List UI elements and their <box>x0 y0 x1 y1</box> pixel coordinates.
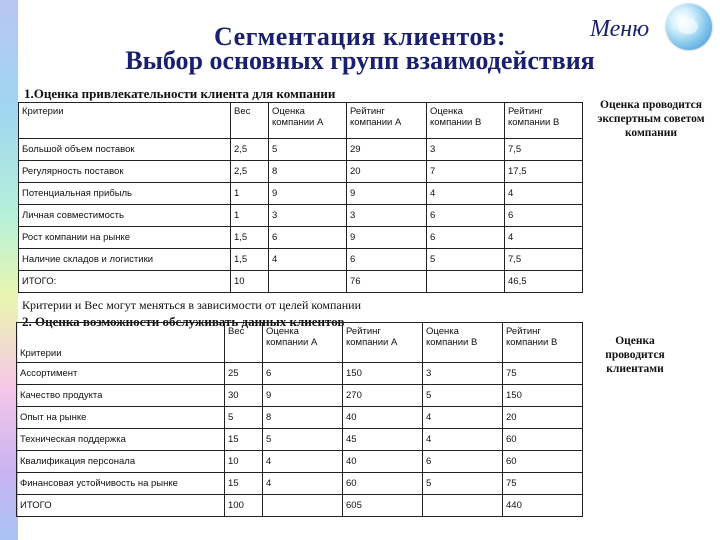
table-cell: 4 <box>423 407 503 429</box>
table-cell: 2,5 <box>231 139 269 161</box>
table-cell: Ассортимент <box>17 363 225 385</box>
table-cell: 75 <box>503 473 583 495</box>
table-row <box>17 473 583 495</box>
table-row-total <box>19 271 583 293</box>
table-cell: 2,5 <box>231 161 269 183</box>
table-cell: 4 <box>505 183 583 205</box>
table-cell: ИТОГО: <box>19 271 231 293</box>
table-cell: 46,5 <box>505 271 583 293</box>
table-cell: 4 <box>427 183 505 205</box>
table-cell: 5 <box>423 473 503 495</box>
column-header: Критерии <box>17 323 225 363</box>
column-header: Оценка компании В <box>427 103 505 139</box>
table-cell: 3 <box>423 363 503 385</box>
table-cell: 15 <box>225 473 263 495</box>
service-capability-table <box>16 322 583 517</box>
table-cell: 60 <box>343 473 423 495</box>
table-cell: 5 <box>423 385 503 407</box>
column-header: Вес <box>225 323 263 363</box>
table-row <box>19 205 583 227</box>
table-cell <box>263 495 343 517</box>
table-cell <box>269 271 347 293</box>
table-cell: 20 <box>347 161 427 183</box>
table-cell: Опыт на рынке <box>17 407 225 429</box>
table-cell: Техническая поддержка <box>17 429 225 451</box>
column-header: Оценка компании В <box>423 323 503 363</box>
table-cell: 4 <box>505 227 583 249</box>
table-cell: 150 <box>503 385 583 407</box>
table-cell: 605 <box>343 495 423 517</box>
table-cell: 6 <box>347 249 427 271</box>
table-cell: 6 <box>263 363 343 385</box>
table-cell: 5 <box>269 139 347 161</box>
table-cell: Наличие складов и логистики <box>19 249 231 271</box>
table-cell: 6 <box>427 227 505 249</box>
table-row <box>17 451 583 473</box>
column-header: Рейтинг компании В <box>503 323 583 363</box>
table-cell: 3 <box>347 205 427 227</box>
table-row <box>17 363 583 385</box>
table-cell: 4 <box>269 249 347 271</box>
table-cell: 9 <box>347 183 427 205</box>
table-cell: 6 <box>505 205 583 227</box>
table-header-row <box>17 323 583 363</box>
table-cell: 9 <box>347 227 427 249</box>
column-header: Рейтинг компании А <box>347 103 427 139</box>
section2-side-note: Оценка проводится клиентами <box>605 335 665 375</box>
table-cell: 6 <box>423 451 503 473</box>
table-row <box>19 183 583 205</box>
table-cell: 3 <box>269 205 347 227</box>
table-row <box>17 407 583 429</box>
page-title-line-2: Выбор основных групп взаимодействия <box>125 46 595 75</box>
table-cell: 5 <box>427 249 505 271</box>
column-header: Критерии <box>19 103 231 139</box>
section1-heading: 1.Оценка привлекательности клиента для компании <box>24 86 336 101</box>
table-row <box>19 161 583 183</box>
table-cell: 1,5 <box>231 227 269 249</box>
table-cell: 15 <box>225 429 263 451</box>
table-cell: 10 <box>225 451 263 473</box>
table-cell: 440 <box>503 495 583 517</box>
table-cell: 4 <box>263 473 343 495</box>
table-cell: Качество продукта <box>17 385 225 407</box>
table-cell: 25 <box>225 363 263 385</box>
attractiveness-table <box>18 102 583 293</box>
table-cell: 150 <box>343 363 423 385</box>
table-cell: 20 <box>503 407 583 429</box>
table-cell: 5 <box>263 429 343 451</box>
table-row-total <box>17 495 583 517</box>
table-row <box>17 385 583 407</box>
column-header: Оценка компании А <box>269 103 347 139</box>
table-cell: 60 <box>503 451 583 473</box>
table-cell: 9 <box>269 183 347 205</box>
table-cell: 1 <box>231 183 269 205</box>
section2-heading: 2. Оценка возможности обслуживать данных клиентов <box>22 314 345 329</box>
column-header: Рейтинг компании А <box>343 323 423 363</box>
table-cell: Финансовая устойчивость на рынке <box>17 473 225 495</box>
table-header-row <box>19 103 583 139</box>
table-cell: Большой объем поставок <box>19 139 231 161</box>
table-cell <box>427 271 505 293</box>
table-cell: 17,5 <box>505 161 583 183</box>
menu-link[interactable]: Меню <box>590 16 650 42</box>
table-cell: Квалификация персонала <box>17 451 225 473</box>
column-header: Рейтинг компании В <box>505 103 583 139</box>
table-cell: Регулярность поставок <box>19 161 231 183</box>
table-cell: 76 <box>347 271 427 293</box>
column-header: Вес <box>231 103 269 139</box>
table-row <box>19 139 583 161</box>
table-cell: 60 <box>503 429 583 451</box>
column-header: Оценка компании А <box>263 323 343 363</box>
table-cell: 7 <box>427 161 505 183</box>
page-title-line-1: Сегментация клиентов: <box>214 22 506 51</box>
table-row <box>17 429 583 451</box>
table-cell: 29 <box>347 139 427 161</box>
table-cell: ИТОГО <box>17 495 225 517</box>
table-row <box>19 249 583 271</box>
globe-icon[interactable] <box>666 4 712 50</box>
table-cell: 1,5 <box>231 249 269 271</box>
table-cell: 7,5 <box>505 139 583 161</box>
table-cell <box>423 495 503 517</box>
table-cell: 9 <box>263 385 343 407</box>
table-cell: 100 <box>225 495 263 517</box>
table-cell: 8 <box>269 161 347 183</box>
table-cell: 6 <box>269 227 347 249</box>
table-cell: 4 <box>423 429 503 451</box>
table-cell: 7,5 <box>505 249 583 271</box>
table-cell: 75 <box>503 363 583 385</box>
table-cell: 8 <box>263 407 343 429</box>
table-cell: Личная совместимость <box>19 205 231 227</box>
table-cell: Потенциальная прибыль <box>19 183 231 205</box>
table-cell: 40 <box>343 451 423 473</box>
table-cell: 6 <box>427 205 505 227</box>
table-cell: 45 <box>343 429 423 451</box>
table-cell: 1 <box>231 205 269 227</box>
table-cell: 40 <box>343 407 423 429</box>
table-row <box>19 227 583 249</box>
section1-side-note: Оценка проводится экспертным советом компании <box>597 99 705 139</box>
criteria-note: Критерии и Вес могут меняться в зависимости от целей компании <box>22 298 362 312</box>
table-cell: 10 <box>231 271 269 293</box>
table-cell: 270 <box>343 385 423 407</box>
table-cell: 4 <box>263 451 343 473</box>
table-cell: 3 <box>427 139 505 161</box>
table-cell: Рост компании на рынке <box>19 227 231 249</box>
table-cell: 30 <box>225 385 263 407</box>
table-cell: 5 <box>225 407 263 429</box>
